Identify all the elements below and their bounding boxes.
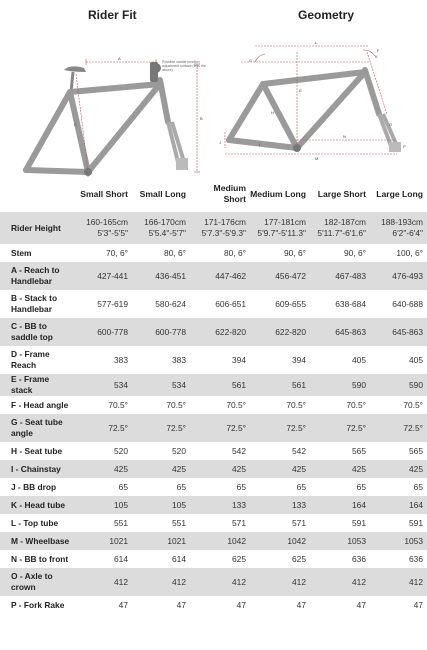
fit-label-c: C bbox=[74, 122, 77, 127]
row-label: H - Seat tube bbox=[11, 445, 63, 456]
table-cell: 622-820 bbox=[275, 326, 306, 337]
geometry-diagram bbox=[215, 22, 427, 182]
geo-label-l: L bbox=[315, 40, 318, 45]
table-cell: 405 bbox=[352, 354, 366, 365]
saddle-note: Possible saddle position adjustment surface (less the above) bbox=[162, 60, 206, 72]
table-cell: 47 bbox=[356, 599, 366, 610]
column-header: Small Long bbox=[139, 188, 186, 199]
table-cell: 606-651 bbox=[215, 298, 246, 309]
table-cell: 100, 6° bbox=[396, 247, 423, 258]
table-cell: 47 bbox=[176, 599, 186, 610]
table-cell: 70.5° bbox=[346, 399, 366, 410]
table-cell: 591 bbox=[352, 517, 366, 528]
table-cell: 577-619 bbox=[97, 298, 128, 309]
saddle-icon bbox=[64, 66, 86, 72]
table-cell: 412 bbox=[409, 576, 423, 587]
table-cell: 636 bbox=[352, 553, 366, 564]
bb-shell bbox=[84, 168, 92, 176]
table-cell: 542 bbox=[292, 445, 306, 456]
table-cell: 565 bbox=[409, 445, 423, 456]
row-label: G - Seat tube angle bbox=[11, 417, 63, 438]
table-cell: 164 bbox=[352, 499, 366, 510]
table-cell: 70.5° bbox=[286, 399, 306, 410]
geo-label-j: J bbox=[219, 140, 221, 145]
table-cell: 412 bbox=[232, 576, 246, 587]
table-cell: 160-165cm 5'3"-5'5" bbox=[86, 217, 128, 238]
geo-label-g: G bbox=[249, 58, 253, 63]
table-cell: 436-451 bbox=[155, 270, 186, 281]
table-cell: 467-483 bbox=[335, 270, 366, 281]
table-cell: 90, 6° bbox=[344, 247, 366, 258]
rider-fit-diagram bbox=[0, 22, 215, 182]
table-cell: 105 bbox=[114, 499, 128, 510]
table-row bbox=[0, 532, 427, 550]
fit-label-b: B bbox=[200, 116, 203, 121]
table-cell: 47 bbox=[413, 599, 423, 610]
row-label: N - BB to front bbox=[11, 553, 69, 564]
table-cell: 1021 bbox=[109, 535, 128, 546]
table-cell: 47 bbox=[236, 599, 246, 610]
table-cell: 425 bbox=[352, 463, 366, 474]
table-cell: 65 bbox=[176, 481, 186, 492]
table-cell: 425 bbox=[114, 463, 128, 474]
table-cell: 80, 6° bbox=[164, 247, 186, 258]
row-label: Rider Height bbox=[11, 222, 61, 233]
row-label: C - BB to saddle top bbox=[11, 321, 53, 342]
row-label: F - Head angle bbox=[11, 399, 69, 410]
table-row bbox=[0, 396, 427, 414]
table-cell: 456-472 bbox=[275, 270, 306, 281]
table-cell: 164 bbox=[409, 499, 423, 510]
table-cell: 590 bbox=[352, 379, 366, 390]
table-cell: 65 bbox=[356, 481, 366, 492]
table-cell: 427-441 bbox=[97, 270, 128, 281]
geometry-title: Geometry bbox=[298, 8, 355, 22]
table-cell: 412 bbox=[114, 576, 128, 587]
table-cell: 636 bbox=[409, 553, 423, 564]
table-cell: 166-170cm 5'5.4"-5'7" bbox=[144, 217, 186, 238]
table-cell: 177-181cm 5'9.7"-5'11.3" bbox=[257, 217, 306, 238]
table-cell: 80, 6° bbox=[224, 247, 246, 258]
column-header: Large Short bbox=[317, 188, 366, 199]
row-label: B - Stack to Handlebar bbox=[11, 293, 58, 314]
row-label: E - Frame stack bbox=[11, 374, 50, 395]
table-cell: 645-863 bbox=[335, 326, 366, 337]
geometry-table bbox=[0, 176, 427, 614]
table-cell: 90, 6° bbox=[284, 247, 306, 258]
table-cell: 70.5° bbox=[226, 399, 246, 410]
geo-frame bbox=[229, 70, 379, 148]
fork-dropout bbox=[176, 158, 188, 170]
table-cell: 72.5° bbox=[286, 422, 306, 433]
row-label: A - Reach to Handlebar bbox=[11, 265, 60, 286]
table-cell: 65 bbox=[118, 481, 128, 492]
table-cell: 65 bbox=[236, 481, 246, 492]
table-cell: 133 bbox=[292, 499, 306, 510]
table-cell: 640-688 bbox=[392, 298, 423, 309]
table-cell: 571 bbox=[232, 517, 246, 528]
table-row bbox=[0, 596, 427, 614]
row-label: O - Axle to crown bbox=[11, 571, 53, 592]
column-header: Small Short bbox=[80, 188, 128, 199]
table-cell: 72.5° bbox=[226, 422, 246, 433]
table-cell: 600-778 bbox=[155, 326, 186, 337]
table-row bbox=[0, 442, 427, 460]
table-row bbox=[0, 514, 427, 532]
table-cell: 609-655 bbox=[275, 298, 306, 309]
table-cell: 412 bbox=[292, 576, 306, 587]
geo-label-h: H bbox=[271, 110, 274, 115]
table-cell: 580-624 bbox=[155, 298, 186, 309]
table-cell: 551 bbox=[114, 517, 128, 528]
table-cell: 542 bbox=[232, 445, 246, 456]
fit-label-a: A bbox=[118, 56, 121, 61]
table-cell: 133 bbox=[232, 499, 246, 510]
table-cell: 171-176cm 5'7.3"-5'9.3" bbox=[201, 217, 246, 238]
geo-angle-marks bbox=[255, 50, 375, 62]
table-cell: 1053 bbox=[347, 535, 366, 546]
table-cell: 591 bbox=[409, 517, 423, 528]
table-cell: 534 bbox=[114, 379, 128, 390]
table-cell: 412 bbox=[352, 576, 366, 587]
table-cell: 565 bbox=[352, 445, 366, 456]
fork bbox=[168, 122, 184, 162]
geo-label-e: E bbox=[299, 88, 302, 93]
geo-label-i: I bbox=[259, 142, 261, 147]
table-cell: 600-778 bbox=[97, 326, 128, 337]
geo-fork-dropout bbox=[389, 142, 401, 152]
table-cell: 405 bbox=[409, 354, 423, 365]
table-row bbox=[0, 568, 427, 596]
table-cell: 383 bbox=[172, 354, 186, 365]
table-cell: 188-193cm 6'2"-6'4" bbox=[381, 217, 423, 238]
row-label: M - Wheelbase bbox=[11, 535, 70, 546]
table-cell: 182-187cm 5'11.7"-6'1.6" bbox=[317, 217, 366, 238]
table-cell: 65 bbox=[296, 481, 306, 492]
table-row bbox=[0, 496, 427, 514]
table-cell: 476-493 bbox=[392, 270, 423, 281]
table-cell: 394 bbox=[292, 354, 306, 365]
table-cell: 70.5° bbox=[108, 399, 128, 410]
row-label: I - Chainstay bbox=[11, 463, 61, 474]
table-row bbox=[0, 244, 427, 262]
table-cell: 645-863 bbox=[392, 326, 423, 337]
row-label: K - Head tube bbox=[11, 499, 65, 510]
table-cell: 447-462 bbox=[215, 270, 246, 281]
table-cell: 571 bbox=[292, 517, 306, 528]
table-row bbox=[0, 290, 427, 318]
table-cell: 70.5° bbox=[166, 399, 186, 410]
geo-label-k: K bbox=[375, 54, 378, 59]
table-cell: 1021 bbox=[167, 535, 186, 546]
table-row bbox=[0, 346, 427, 374]
table-row bbox=[0, 318, 427, 346]
table-cell: 425 bbox=[172, 463, 186, 474]
table-cell: 70, 6° bbox=[106, 247, 128, 258]
table-cell: 551 bbox=[172, 517, 186, 528]
table-cell: 638-684 bbox=[335, 298, 366, 309]
column-header: Medium Short bbox=[213, 183, 246, 204]
table-cell: 65 bbox=[413, 481, 423, 492]
table-cell: 72.5° bbox=[346, 422, 366, 433]
table-cell: 394 bbox=[232, 354, 246, 365]
table-cell: 383 bbox=[114, 354, 128, 365]
geo-bb-shell bbox=[293, 144, 301, 152]
geo-label-o: O bbox=[389, 122, 393, 127]
table-row bbox=[0, 374, 427, 396]
table-cell: 70.5° bbox=[403, 399, 423, 410]
table-cell: 590 bbox=[409, 379, 423, 390]
table-cell: 622-820 bbox=[215, 326, 246, 337]
table-cell: 412 bbox=[172, 576, 186, 587]
geo-label-p: P bbox=[403, 144, 406, 149]
table-cell: 425 bbox=[292, 463, 306, 474]
table-cell: 1053 bbox=[404, 535, 423, 546]
geo-label-n: N bbox=[343, 134, 346, 139]
table-cell: 561 bbox=[232, 379, 246, 390]
table-cell: 561 bbox=[292, 379, 306, 390]
table-row bbox=[0, 460, 427, 478]
row-label: D - Frame Reach bbox=[11, 349, 50, 370]
table-cell: 614 bbox=[172, 553, 186, 564]
row-label: P - Fork Rake bbox=[11, 599, 65, 610]
table-cell: 614 bbox=[114, 553, 128, 564]
table-row bbox=[0, 262, 427, 290]
table-cell: 72.5° bbox=[166, 422, 186, 433]
geo-label-m: M bbox=[315, 156, 319, 161]
table-cell: 47 bbox=[118, 599, 128, 610]
table-row bbox=[0, 212, 427, 244]
table-header-row bbox=[0, 176, 427, 212]
table-cell: 520 bbox=[172, 445, 186, 456]
table-cell: 1042 bbox=[287, 535, 306, 546]
table-cell: 1042 bbox=[227, 535, 246, 546]
table-cell: 534 bbox=[172, 379, 186, 390]
table-cell: 625 bbox=[232, 553, 246, 564]
geo-fork bbox=[379, 114, 397, 146]
row-label: J - BB drop bbox=[11, 481, 57, 492]
rider-fit-title: Rider Fit bbox=[88, 8, 137, 22]
table-row bbox=[0, 478, 427, 496]
table-cell: 425 bbox=[409, 463, 423, 474]
column-header: Medium Long bbox=[250, 188, 306, 199]
table-cell: 625 bbox=[292, 553, 306, 564]
row-label: Stem bbox=[11, 247, 32, 258]
table-cell: 520 bbox=[114, 445, 128, 456]
geo-label-f: F bbox=[377, 48, 380, 53]
table-cell: 425 bbox=[232, 463, 246, 474]
column-header: Large Long bbox=[376, 188, 423, 199]
table-cell: 105 bbox=[172, 499, 186, 510]
column-header bbox=[0, 176, 74, 212]
row-label: L - Top tube bbox=[11, 517, 59, 528]
table-cell: 72.5° bbox=[403, 422, 423, 433]
table-row bbox=[0, 550, 427, 568]
table-cell: 47 bbox=[296, 599, 306, 610]
table-row bbox=[0, 414, 427, 442]
table-cell: 72.5° bbox=[108, 422, 128, 433]
bike-frame bbox=[26, 80, 168, 172]
